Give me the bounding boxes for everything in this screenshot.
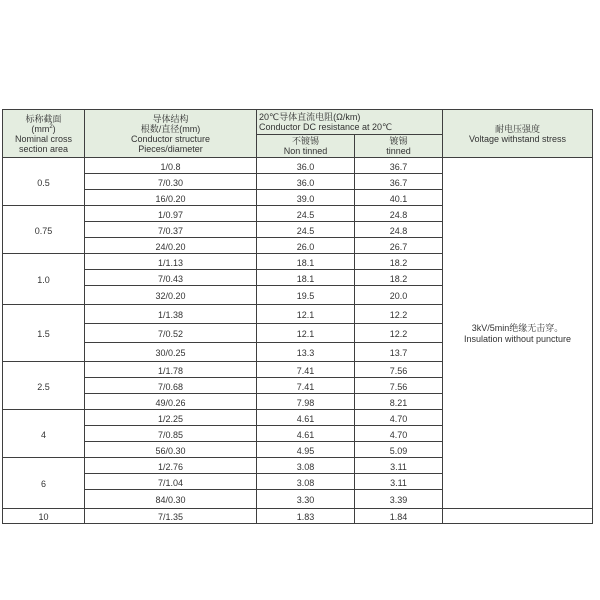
tinned-cell: 3.39 bbox=[355, 490, 443, 509]
header-size-cn: 标称截面 bbox=[25, 113, 62, 124]
structure-cell: 49/0.26 bbox=[85, 394, 257, 410]
header-t-en: tinned bbox=[386, 146, 411, 156]
structure-cell: 7/1.04 bbox=[85, 474, 257, 490]
tinned-cell: 13.7 bbox=[355, 343, 443, 362]
tinned-cell: 7.56 bbox=[355, 362, 443, 378]
non-tinned-cell: 4.61 bbox=[257, 410, 355, 426]
nominal-size-cell: 2.5 bbox=[3, 362, 85, 410]
tinned-cell: 36.7 bbox=[355, 174, 443, 190]
structure-cell: 7/0.43 bbox=[85, 270, 257, 286]
tinned-cell: 24.8 bbox=[355, 206, 443, 222]
header-struct-cn2: 根数/直径(mm) bbox=[140, 123, 201, 134]
header-stress-en: Voltage withstand stress bbox=[468, 133, 567, 144]
header-struct-en2: Pieces/diameter bbox=[138, 143, 203, 154]
tinned-cell: 1.84 bbox=[355, 509, 443, 524]
structure-cell: 7/0.68 bbox=[85, 378, 257, 394]
structure-cell: 1/0.97 bbox=[85, 206, 257, 222]
non-tinned-cell: 4.95 bbox=[257, 442, 355, 458]
nominal-size-cell: 1.0 bbox=[3, 254, 85, 305]
structure-cell: 32/0.20 bbox=[85, 286, 257, 305]
non-tinned-cell: 18.1 bbox=[257, 254, 355, 270]
non-tinned-cell: 3.08 bbox=[257, 458, 355, 474]
structure-cell: 1/2.76 bbox=[85, 458, 257, 474]
header-non-tinned bbox=[257, 135, 355, 158]
tinned-cell: 4.70 bbox=[355, 410, 443, 426]
nominal-size-cell: 0.75 bbox=[3, 206, 85, 254]
header-tinned bbox=[355, 135, 443, 158]
header-nominal-size bbox=[3, 110, 85, 158]
header-nt-cn: 不镀锡 bbox=[291, 136, 319, 146]
table-row bbox=[3, 158, 593, 174]
header-size-en2: section area bbox=[18, 143, 69, 154]
conductor-spec-table bbox=[2, 109, 593, 524]
non-tinned-cell: 24.5 bbox=[257, 222, 355, 238]
non-tinned-cell: 7.98 bbox=[257, 394, 355, 410]
header-stress-cn: 耐电压强度 bbox=[495, 123, 541, 134]
header-struct-en1: Conductor structure bbox=[130, 133, 211, 144]
tinned-cell: 20.0 bbox=[355, 286, 443, 305]
stress-en-text: Insulation without puncture bbox=[463, 334, 572, 344]
non-tinned-cell: 4.61 bbox=[257, 426, 355, 442]
header-voltage-stress bbox=[443, 110, 593, 158]
non-tinned-cell: 1.83 bbox=[257, 509, 355, 524]
structure-cell: 1/1.78 bbox=[85, 362, 257, 378]
tinned-cell: 12.2 bbox=[355, 305, 443, 324]
header-nt-en: Non tinned bbox=[283, 146, 328, 156]
voltage-stress-empty-cell bbox=[443, 509, 593, 524]
nominal-size-cell: 0.5 bbox=[3, 158, 85, 206]
tinned-cell: 8.21 bbox=[355, 394, 443, 410]
tinned-cell: 40.1 bbox=[355, 190, 443, 206]
structure-cell: 30/0.25 bbox=[85, 343, 257, 362]
non-tinned-cell: 12.1 bbox=[257, 324, 355, 343]
header-res-en: Conductor DC resistance at 20℃ bbox=[259, 122, 393, 132]
non-tinned-cell: 36.0 bbox=[257, 174, 355, 190]
non-tinned-cell: 18.1 bbox=[257, 270, 355, 286]
nominal-size-cell: 6 bbox=[3, 458, 85, 509]
nominal-size-cell: 4 bbox=[3, 410, 85, 458]
header-size-en1: Nominal cross bbox=[14, 133, 72, 144]
table-row bbox=[3, 509, 593, 524]
non-tinned-cell: 19.5 bbox=[257, 286, 355, 305]
structure-cell: 1/2.25 bbox=[85, 410, 257, 426]
non-tinned-cell: 24.5 bbox=[257, 206, 355, 222]
tinned-cell: 7.56 bbox=[355, 378, 443, 394]
header-resistance bbox=[257, 110, 443, 135]
non-tinned-cell: 7.41 bbox=[257, 362, 355, 378]
structure-cell: 7/0.52 bbox=[85, 324, 257, 343]
table-body bbox=[3, 158, 593, 524]
non-tinned-cell: 3.30 bbox=[257, 490, 355, 509]
nominal-size-cell: 1.5 bbox=[3, 305, 85, 362]
structure-cell: 1/1.38 bbox=[85, 305, 257, 324]
spec-table-container bbox=[0, 109, 600, 524]
tinned-cell: 4.70 bbox=[355, 426, 443, 442]
non-tinned-cell: 3.08 bbox=[257, 474, 355, 490]
structure-cell: 84/0.30 bbox=[85, 490, 257, 509]
non-tinned-cell: 12.1 bbox=[257, 305, 355, 324]
structure-cell: 1/0.8 bbox=[85, 158, 257, 174]
voltage-stress-cell bbox=[443, 158, 593, 509]
header-size-unit: $(mm^2)$ bbox=[31, 123, 56, 134]
non-tinned-cell: 39.0 bbox=[257, 190, 355, 206]
structure-cell: 56/0.30 bbox=[85, 442, 257, 458]
tinned-cell: 36.7 bbox=[355, 158, 443, 174]
non-tinned-cell: 7.41 bbox=[257, 378, 355, 394]
structure-cell: 7/0.37 bbox=[85, 222, 257, 238]
non-tinned-cell: 13.3 bbox=[257, 343, 355, 362]
structure-cell: 7/0.85 bbox=[85, 426, 257, 442]
stress-cn-text: 3kV/5min绝缘无击穿。 bbox=[471, 323, 564, 333]
header-structure bbox=[85, 110, 257, 158]
non-tinned-cell: 26.0 bbox=[257, 238, 355, 254]
tinned-cell: 18.2 bbox=[355, 270, 443, 286]
tinned-cell: 24.8 bbox=[355, 222, 443, 238]
tinned-cell: 18.2 bbox=[355, 254, 443, 270]
structure-cell: 7/1.35 bbox=[85, 509, 257, 524]
structure-cell: 7/0.30 bbox=[85, 174, 257, 190]
structure-cell: 16/0.20 bbox=[85, 190, 257, 206]
header-row-1 bbox=[3, 110, 593, 135]
tinned-cell: 3.11 bbox=[355, 474, 443, 490]
nominal-size-cell: 10 bbox=[3, 509, 85, 524]
header-t-cn: 镀锡 bbox=[389, 136, 408, 146]
header-struct-cn: 导体结构 bbox=[152, 113, 189, 124]
structure-cell: 1/1.13 bbox=[85, 254, 257, 270]
tinned-cell: 5.09 bbox=[355, 442, 443, 458]
tinned-cell: 12.2 bbox=[355, 324, 443, 343]
tinned-cell: 3.11 bbox=[355, 458, 443, 474]
structure-cell: 24/0.20 bbox=[85, 238, 257, 254]
header-res-cn: 20℃导体直流电阻(Ω/km) bbox=[259, 112, 361, 122]
non-tinned-cell: 36.0 bbox=[257, 158, 355, 174]
tinned-cell: 26.7 bbox=[355, 238, 443, 254]
